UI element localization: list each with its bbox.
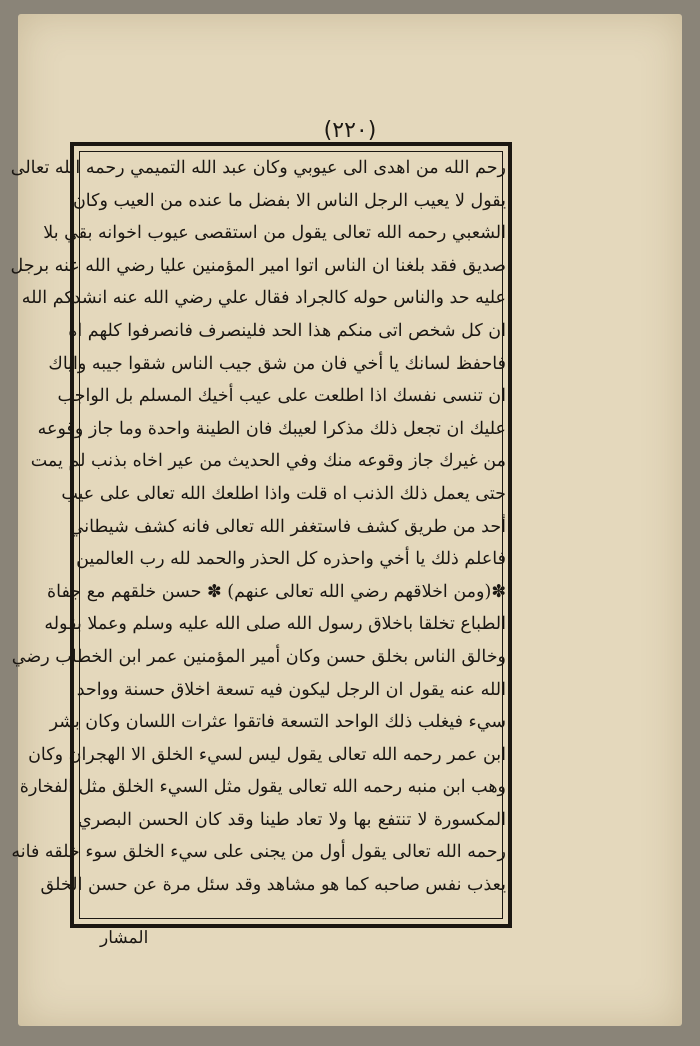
text-line: الشعبي رحمه الله تعالى يقول من استقصى عيوب اخوانه بقي بلا [43, 223, 506, 244]
text-line: ابن عمر رحمه الله تعالى يقول ليس لسيء الخلق الا الهجران وكان [28, 744, 506, 765]
text-block [10, 152, 506, 902]
text-line: وهب ابن منبه رحمه الله تعالى يقول مثل السيء الخلق مثل الفخارة [19, 777, 506, 798]
page-number: (٢٢٠) [323, 118, 377, 143]
text-line: فاحفظ لسانك يا أخي فان من شق جيب الناس شقوا جيبه واياك [48, 353, 506, 374]
text-line: المكسورة لا تنتفع بها ولا تعاد طينا وقد كان الحسن البصري [78, 809, 506, 830]
text-line: فاعلم ذلك يا أخي واحذره كل الحذر والحمد لله رب العالمين [76, 549, 506, 570]
text-line: الله عنه يقول ان الرجل ليكون فيه تسعة اخلاق حسنة وواحد [76, 679, 506, 700]
text-line: حتى يعمل ذلك الذنب اه قلت واذا اطلعك الله تعالى على عيب [61, 483, 506, 504]
text-line: يقول لا يعيب الرجل الناس الا بفضل ما عنده من العيب وكان [72, 190, 506, 211]
text-line: سيء فيغلب ذلك الواحد التسعة فاتقوا عثرات اللسان وكان بشر [49, 712, 506, 733]
text-line: عليه حد والناس حوله كالجراد فقال علي رضي الله عنه انشدكم الله [21, 288, 506, 309]
catchword: المشار [100, 928, 149, 948]
section-heading-line: ✽(ومن اخلاقهم رضي الله تعالى عنهم) ✽ حسن خلقهم مع جفاة [46, 581, 506, 602]
text-line: أحد من طريق كشف فاستغفر الله تعالى فانه كشف شيطاني [69, 516, 506, 537]
text-line: صديق فقد بلغنا ان الناس اتوا امير المؤمنين عليا رضي الله عنه برجل [10, 255, 506, 276]
text-line: ان كل شخص اتى منكم هذا الحد فلينصرف فانصرفوا كلهم اه [68, 320, 506, 341]
text-line: رحم الله من اهدى الى عيوبي وكان عبد الله التميمي رحمه الله تعالى [10, 158, 506, 178]
text-line: يعذب نفس صاحبه كما هو مشاهد وقد سئل مرة عن حسن الخلق [40, 875, 506, 896]
text-line: من غيرك جاز وقوعه منك وفي الحديث من عير اخاه بذنب لم يمت [30, 451, 506, 472]
text-line: ان تنسى نفسك اذا اطلعت على عيب أخيك المسلم بل الواجب [57, 386, 506, 407]
text-line: عليك ان تجعل ذلك مذكرا لعيبك فان الطينة واحدة وما جاز وقوعه [37, 418, 506, 439]
text-line: رحمه الله تعالى يقول أول من يجنى على سيء الخلق سوء خلقه فانه [11, 842, 506, 863]
text-line: وخالق الناس بخلق حسن وكان أمير المؤمنين عمر ابن الخطاب رضي [11, 646, 506, 667]
text-line: الطباع تخلقا باخلاق رسول الله صلى الله عليه وسلم وعملا بقوله [44, 614, 506, 635]
